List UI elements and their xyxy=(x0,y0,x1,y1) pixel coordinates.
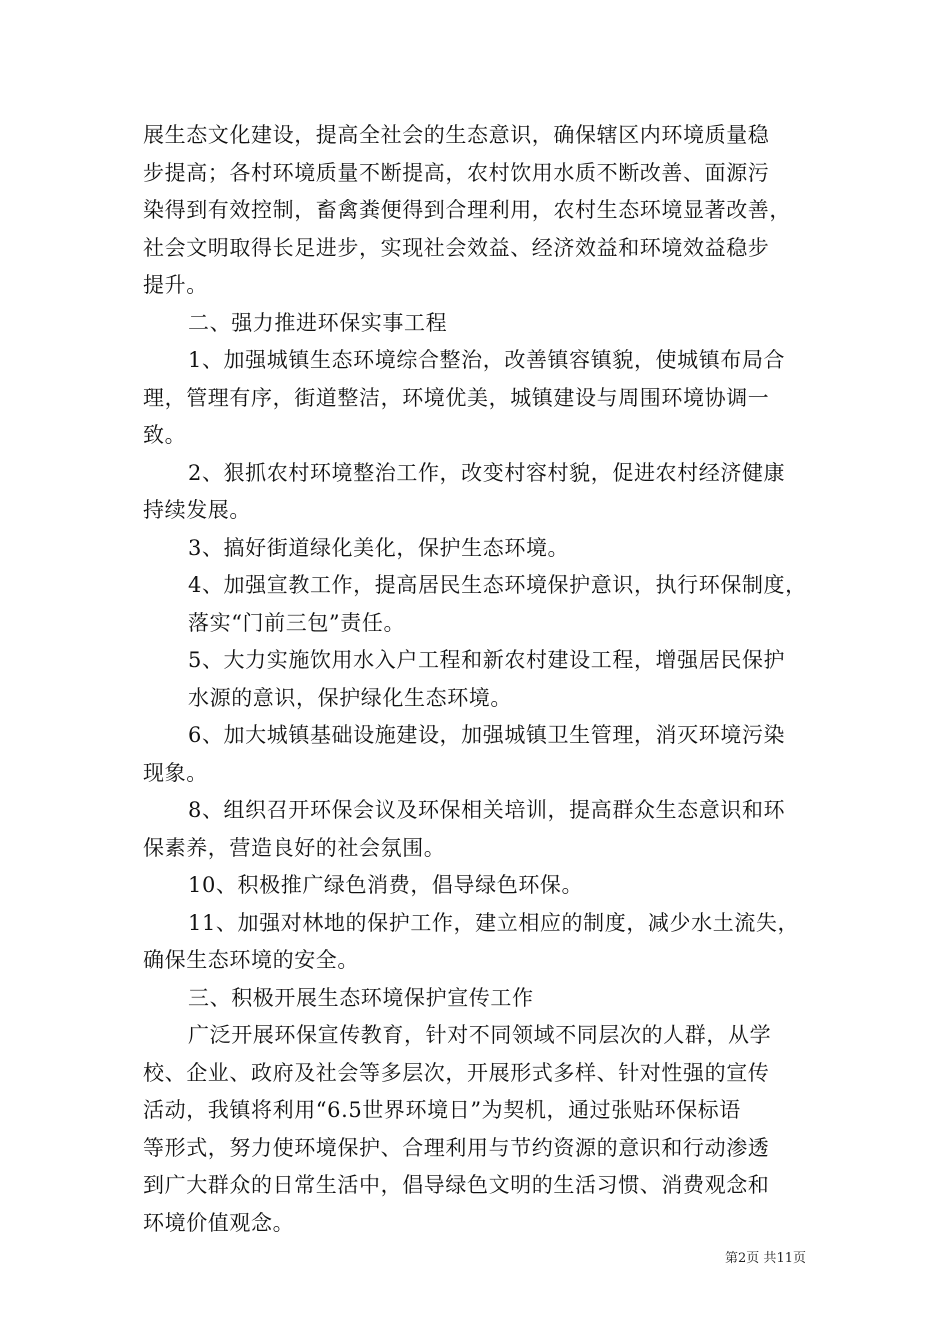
text-line: 活动，我镇将利用“6.5世界环境日”为契机，通过张贴环保标语 xyxy=(143,1098,741,1122)
text-line: 社会文明取得长足进步，实现社会效益、经济效益和环境效益稳步 xyxy=(143,235,770,260)
text-line: 致。 xyxy=(143,423,187,447)
page-middle: 页 共 xyxy=(746,1251,777,1266)
text-line: 落实“门前三包”责任。 xyxy=(188,610,406,635)
text-line: 持续发展。 xyxy=(143,498,251,522)
text-line: 环境价值观念。 xyxy=(143,1210,295,1235)
current-page-number: 2 xyxy=(738,1251,747,1266)
list-item-start: 11、加强对林地的保护工作，建立相应的制度，减少水土流失， xyxy=(188,910,800,935)
text-line: 展生态文化建设，提高全社会的生态意识，确保辖区内环境质量稳 xyxy=(143,123,770,147)
list-item-start: 4、加强宣教工作，提高居民生态环境保护意识，执行环保制度， xyxy=(188,573,807,597)
page-suffix: 页 xyxy=(792,1251,806,1266)
text-line: 保素养，营造良好的社会氛围。 xyxy=(143,835,446,860)
list-item-start: 3、搞好街道绿化美化，保护生态环境。 xyxy=(188,535,570,560)
text-line: 提升。 xyxy=(143,273,208,297)
body-text xyxy=(143,117,815,1242)
text-line: 确保生态环境的安全。 xyxy=(143,948,359,972)
text-line: 校、企业、政府及社会等多层次，开展形式多样、针对性强的宣传 xyxy=(143,1060,770,1085)
list-item-start: 8、组织召开环保会议及环保相关培训，提高群众生态意识和环 xyxy=(188,798,786,822)
paragraph-start: 广泛开展环保宣传教育，针对不同领域不同层次的人群，从学 xyxy=(188,1023,772,1047)
text-line: 到广大群众的日常生活中，倡导绿色文明的生活习惯、消费观念和 xyxy=(143,1173,770,1197)
text-line: 理，管理有序，街道整洁，环境优美，城镇建设与周围环境协调一 xyxy=(143,385,770,410)
text-line: 现象。 xyxy=(143,760,208,785)
section-heading: 三、积极开展生态环境保护宣传工作 xyxy=(188,985,534,1010)
list-item-start: 2、狠抓农村环境整治工作，改变村容村貌，促进农村经济健康 xyxy=(188,460,786,485)
list-item-start: 6、加大城镇基础设施建设，加强城镇卫生管理，消灭环境污染 xyxy=(188,723,786,747)
list-item-start: 1、加强城镇生态环境综合整治，改善镇容镇貌，使城镇布局合 xyxy=(188,348,786,372)
list-item-start: 10、积极推广绿色消费，倡导绿色环保。 xyxy=(188,873,584,897)
section-heading: 二、强力推进环保实事工程 xyxy=(188,310,448,335)
text-line: 水源的意识，保护绿化生态环境。 xyxy=(188,685,512,710)
total-pages: 11 xyxy=(776,1251,793,1266)
text-line: 等形式，努力使环境保护、合理利用与节约资源的意识和行动渗透 xyxy=(143,1135,770,1160)
text-line: 步提高；各村环境质量不断提高，农村饮用水质不断改善、面源污 xyxy=(143,160,770,185)
page-number-footer xyxy=(725,1247,806,1266)
text-line: 染得到有效控制，畜禽粪便得到合理利用，农村生态环境显著改善， xyxy=(143,198,791,222)
list-item-start: 5、大力实施饮用水入户工程和新农村建设工程，增强居民保护 xyxy=(188,648,786,672)
page-prefix: 第 xyxy=(725,1251,739,1266)
